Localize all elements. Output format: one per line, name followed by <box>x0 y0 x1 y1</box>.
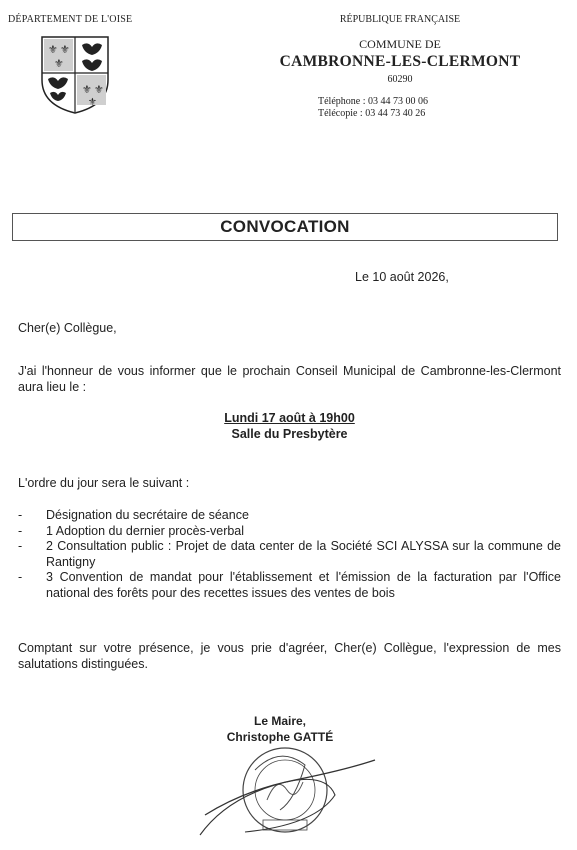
telecopie: Télécopie : 03 44 73 40 26 <box>318 108 426 119</box>
postal-code: 60290 <box>387 74 413 85</box>
republic-label: RÉPUBLIQUE FRANÇAISE <box>339 14 461 25</box>
signatory-role: Le Maire, <box>253 714 307 728</box>
closing-paragraph: Comptant sur votre présence, je vous prie d'agréer, Cher(e) Collègue, l'expression de mes salutations distinguées. <box>18 641 561 671</box>
list-item: - Désignation du secrétaire de séance <box>18 508 249 522</box>
svg-text:⚜: ⚜ <box>82 83 92 96</box>
coat-of-arms-icon <box>40 35 110 115</box>
contact-block <box>318 96 428 120</box>
list-item: - 1 Adoption du dernier procès-verbal <box>18 523 245 538</box>
signatory-name: Christophe GATTÉ <box>226 730 334 744</box>
meeting-info <box>18 410 561 442</box>
title-box <box>12 213 558 241</box>
list-item: - 2 Consultation public : Projet de data center de la Société SCI ALYSSA sur la commune de Rantigny <box>18 539 561 569</box>
svg-text:⚜: ⚜ <box>88 97 97 108</box>
svg-text:⚜: ⚜ <box>94 83 104 96</box>
meeting-datetime: Lundi 17 août à 19h00 <box>224 411 355 425</box>
page-title: CONVOCATION <box>220 217 350 236</box>
telephone: Téléphone : 03 44 73 00 06 <box>318 96 428 107</box>
list-item: - 3 Convention de mandat pour l'établissement et l'émission de la facturation par l'Office national des forêts pour des recettes issues des ventes de bois <box>18 570 561 600</box>
svg-text:⚜: ⚜ <box>54 57 64 70</box>
agenda-list <box>18 508 561 601</box>
letter-date: Le 10 août 2026, <box>355 270 449 284</box>
commune-de-label: COMMUNE DE <box>359 37 441 51</box>
svg-text:⚜: ⚜ <box>60 43 70 56</box>
svg-text:⚜: ⚜ <box>48 43 58 56</box>
meeting-place: Salle du Presbytère <box>231 427 348 441</box>
commune-name: CAMBRONNE-LES-CLERMONT <box>279 53 521 70</box>
bullet-dash: - <box>18 539 23 553</box>
agenda-intro: L'ordre du jour sera le suivant : <box>18 476 190 490</box>
stamp-signature-icon <box>185 740 385 845</box>
intro-paragraph: J'ai l'honneur de vous informer que le prochain Conseil Municipal de Cambronne-les-Clermont aura lieu le : <box>18 364 561 394</box>
salutation: Cher(e) Collègue, <box>18 321 117 335</box>
bullet-dash: - <box>18 508 23 522</box>
bullet-dash: - <box>18 523 23 538</box>
header-commune <box>270 14 530 85</box>
department-label: DÉPARTEMENT DE L'OISE <box>8 14 133 25</box>
bullet-dash: - <box>18 570 23 584</box>
